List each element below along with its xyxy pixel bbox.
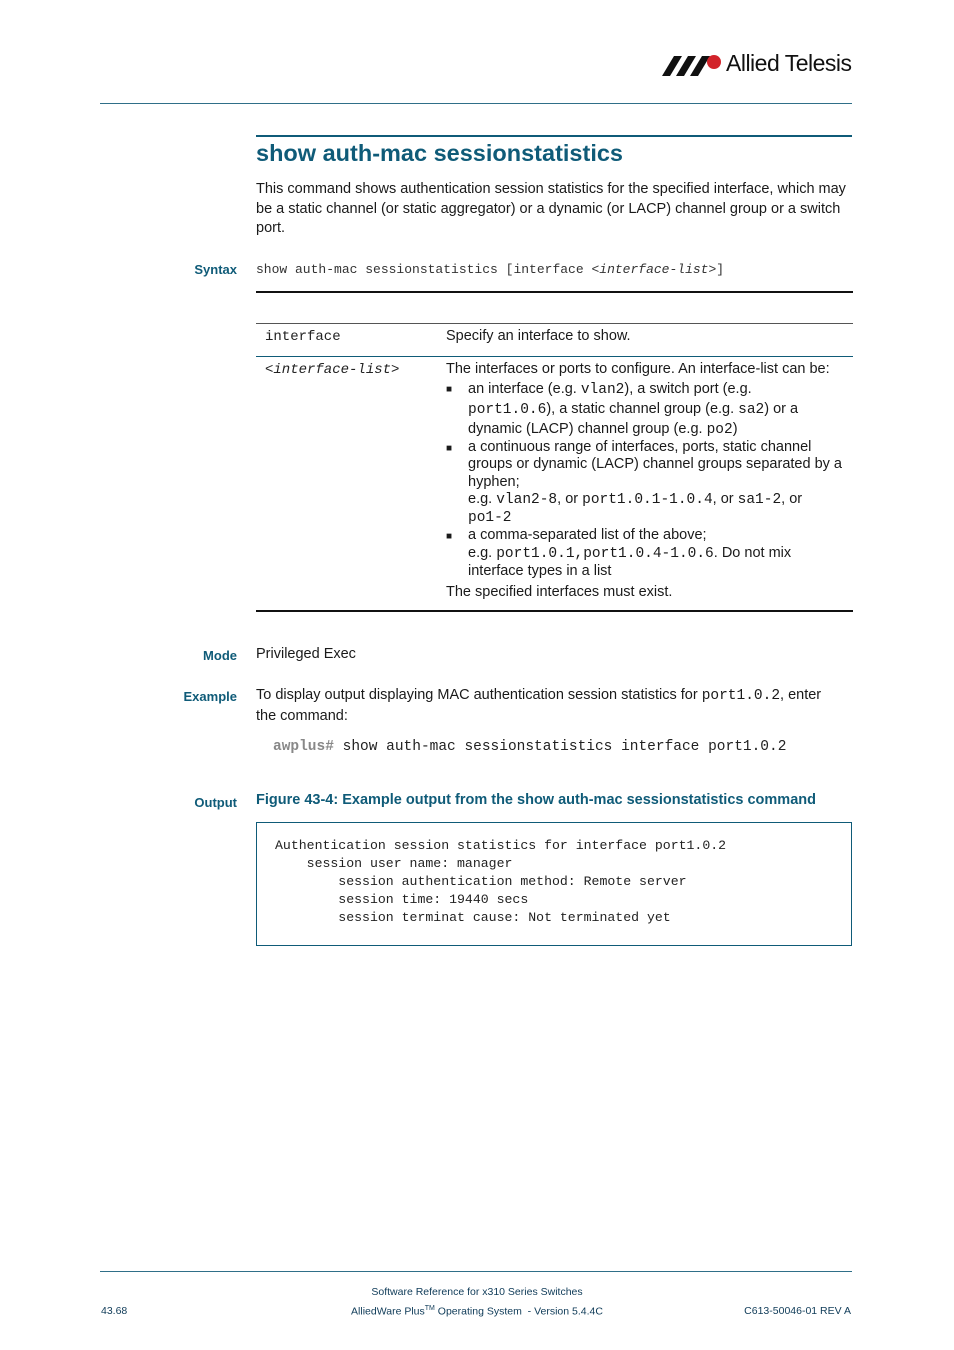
output-line: session authentication method: Remote server: [275, 874, 687, 889]
list-item: ■ a continuous range of interfaces, ports, static channel groups or dynamic (LACP) channel groups separated by a hyphen; e.g. vlan2-8, or port1.0.1-1.0.4, or sa1-2, or po1-2: [446, 438, 842, 526]
bullet-square-icon: ■: [446, 531, 453, 542]
output-line: Authentication session statistics for interface port1.0.2: [275, 838, 727, 853]
brand-name: Allied Telesis: [726, 50, 852, 76]
mode-value: Privileged Exec: [256, 646, 356, 662]
example-text: To display output displaying MAC authentication session statistics for port1.0.2, enter the command:: [256, 687, 822, 724]
brand-logo: [662, 50, 856, 80]
param-name-interface: interface: [265, 329, 341, 345]
figure-caption: Figure 43-4: Example output from the show auth-mac sessionstatistics command: [256, 792, 816, 808]
table-header-rule: [256, 323, 853, 324]
table-bottom-rule: [256, 610, 853, 612]
bullet-square-icon: ■: [446, 442, 453, 454]
mode-label: Mode: [203, 648, 237, 663]
syntax-pre: show auth-mac sessionstatistics [interface <: [256, 262, 600, 277]
syntax-post: >]: [708, 262, 725, 277]
syntax-param: interface-list: [599, 262, 709, 277]
footer-doc-title: Software Reference for x310 Series Switches: [371, 1286, 583, 1298]
list-item: ■ a comma-separated list of the above; e.g. port1.0.1,port1.0.4-1.0.6. Do not mix interface types in a list: [446, 527, 792, 579]
example-command-line: [273, 739, 786, 755]
output-text: [275, 837, 726, 927]
param-desc-closing: The specified interfaces must exist.: [446, 583, 673, 600]
allied-telesis-logo-icon: [662, 54, 724, 78]
footer-doc-id: C613-50046-01 REV A: [744, 1305, 851, 1317]
example-command: show auth-mac sessionstatistics interface port1.0.2: [342, 739, 787, 755]
title-rule: [256, 135, 852, 137]
param-desc-interface: Specify an interface to show.: [446, 328, 631, 344]
command-prompt: awplus#: [273, 739, 334, 755]
footer-os-version: AlliedWare Plus™ Operating System - Version 5.4.4C: [351, 1305, 603, 1318]
footer-rule: [100, 1271, 852, 1272]
example-label: Example: [183, 689, 237, 704]
output-line: session user name: manager: [275, 856, 513, 871]
intro-paragraph: This command shows authentication session statistics for the specified interface, which may be a static channel (or static aggregator) or a dynamic (or LACP) channel group or a switch port.: [256, 181, 846, 236]
syntax-label: Syntax: [194, 262, 237, 277]
syntax-line: [256, 262, 724, 277]
output-line: session time: 19440 secs: [275, 892, 529, 907]
param-name-interface-list: <interface-list>: [265, 362, 400, 378]
bullet-square-icon: ■: [446, 383, 453, 395]
param-desc-intro: The interfaces or ports to configure. An interface-list can be:: [446, 361, 830, 377]
output-label: Output: [194, 795, 237, 810]
table-top-rule: [256, 291, 853, 293]
footer-page-number: 43.68: [101, 1305, 128, 1317]
table-row-rule: [256, 356, 853, 357]
list-item: ■ an interface (e.g. vlan2), a switch port (e.g. port1.0.6), a static channel group (e.g. sa2) or a dynamic (LACP) channel group (e.g. po2): [446, 380, 799, 438]
page-title: show auth-mac sessionstatistics: [256, 140, 623, 166]
output-line: session terminat cause: Not terminated yet: [275, 910, 671, 925]
output-box: [256, 822, 852, 946]
param-desc-interface-list: [446, 360, 851, 602]
header-rule: [100, 103, 852, 104]
